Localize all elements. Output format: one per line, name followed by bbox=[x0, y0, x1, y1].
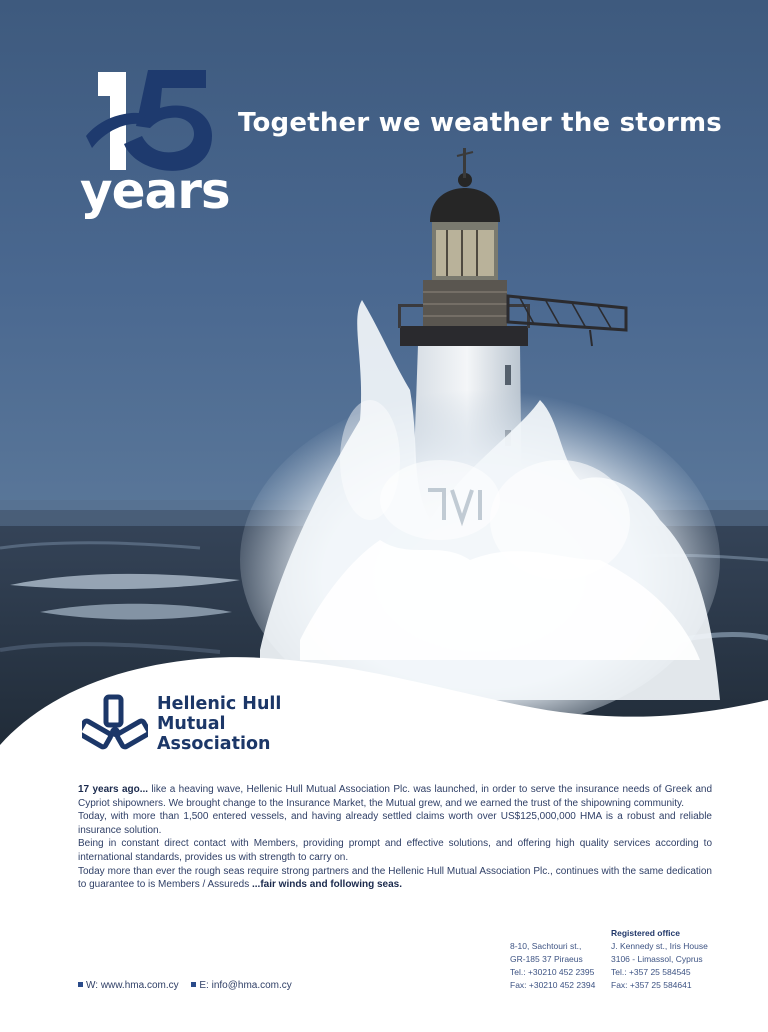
tagline: Together we weather the storms bbox=[238, 108, 722, 138]
logo-line-1: Hellenic Hull bbox=[157, 694, 282, 714]
logo-line-2: Mutual bbox=[157, 714, 226, 734]
registered-fax: Fax: +357 25 584641 bbox=[611, 980, 692, 990]
registered-office bbox=[611, 927, 708, 992]
registered-city: 3106 - Limassol, Cyprus bbox=[611, 954, 703, 964]
hma-logo-text bbox=[157, 694, 281, 754]
body-copy bbox=[78, 783, 712, 892]
paragraph-history: 17 years ago... like a heaving wave, Hellenic Hull Mutual Association Plc. was launched, in order to serve the insurance needs of Greek and Cypriot shipowners. We brought change to the Insurance Market, the Mutual grew, and we earned the trust of the shipowning community. bbox=[78, 784, 713, 809]
logo-line-3: Association bbox=[157, 734, 271, 754]
piraeus-street: 8-10, Sachtouri st., bbox=[510, 941, 582, 951]
paragraph-partners: Today more than ever the rough seas require strong partners and the Hellenic Hull Mutual Association Plc., continues with the same dedication to guarantee to is Members / Assureds ...fair winds and following seas. bbox=[78, 865, 712, 891]
closing-line: ...fair winds and following seas. bbox=[251, 879, 403, 891]
hma-logo-icon bbox=[82, 694, 148, 754]
badge-years: years bbox=[80, 162, 230, 220]
piraeus-office bbox=[510, 940, 595, 992]
piraeus-tel: Tel.: +30210 452 2395 bbox=[510, 967, 595, 977]
lead-in: 17 years ago... bbox=[78, 784, 149, 795]
anniversary-15-mark bbox=[82, 66, 222, 176]
bullet-square-icon bbox=[191, 982, 196, 987]
website-link[interactable]: W: www.hma.com.cy bbox=[78, 980, 179, 991]
piraeus-city: GR-185 37 Piraeus bbox=[510, 954, 583, 964]
paragraph-vessels: Today, with more than 1,500 entered vessels, and having already settled claims worth over US$125,000,000 HMA is a robust and reliable insurance solution. bbox=[78, 811, 712, 836]
registered-office-heading: Registered office bbox=[611, 928, 680, 938]
piraeus-fax: Fax: +30210 452 2394 bbox=[510, 980, 596, 990]
registered-street: J. Kennedy st., Iris House bbox=[611, 941, 708, 951]
registered-tel: Tel.: +357 25 584545 bbox=[611, 967, 691, 977]
paragraph-services: Being in constant direct contact with Members, providing prompt and effective solutions, and offering high quality services according to international standards, provides us with strength to carry on. bbox=[78, 838, 712, 863]
web-contacts bbox=[78, 980, 302, 991]
bullet-square-icon bbox=[78, 982, 83, 987]
email-link[interactable]: E: info@hma.com.cy bbox=[191, 980, 291, 991]
